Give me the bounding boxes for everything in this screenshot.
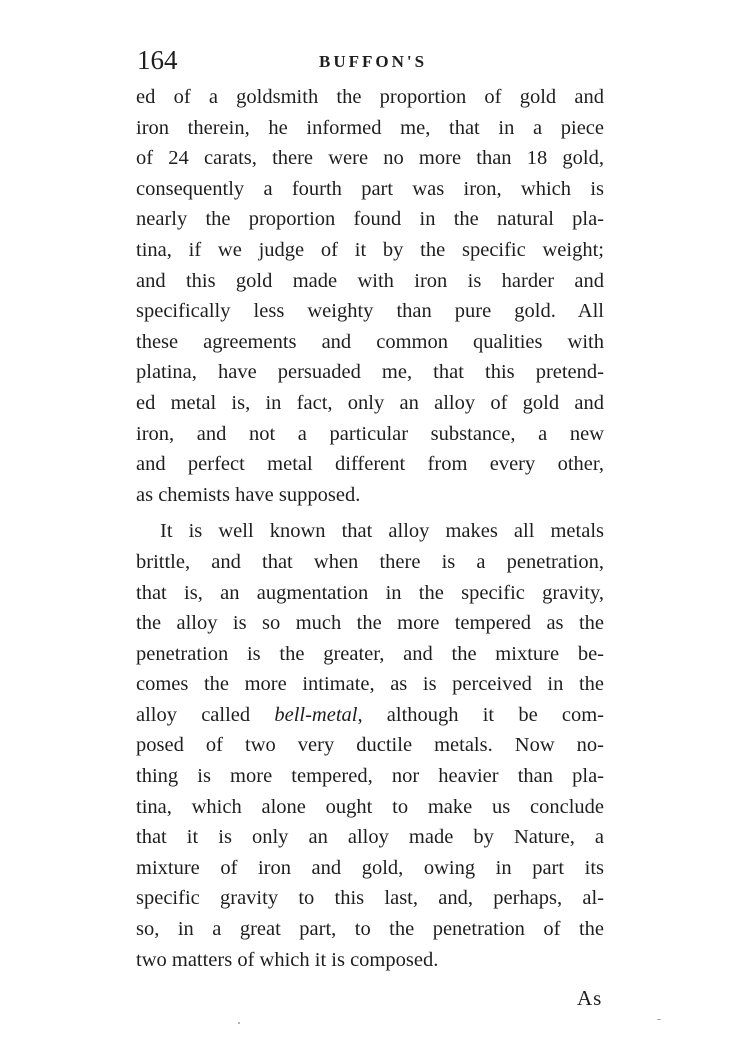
text-line: It is well known that alloy makes all metals	[160, 520, 604, 543]
text-line: thing is more tempered, nor heavier than pla-	[136, 765, 604, 788]
text-line: posed of two very ductile metals. Now no-	[136, 734, 604, 757]
text-line: tina, which alone ought to make us conclude	[136, 795, 604, 818]
text-line: and this gold made with iron is harder and	[136, 269, 604, 292]
catchword: As	[577, 986, 603, 1010]
paragraph-2	[136, 516, 604, 975]
text-line: ed metal is, in fact, only an alloy of gold and	[136, 391, 604, 414]
text-line: of 24 carats, there were no more than 18 gold,	[136, 147, 604, 170]
text-run: alloy called	[136, 703, 275, 726]
text-line: as chemists have supposed.	[136, 483, 361, 506]
text-line: ed of a goldsmith the proportion of gold and	[136, 86, 604, 108]
text-line: consequently a fourth part was iron, which is	[136, 177, 604, 200]
paper-speck	[657, 1019, 661, 1020]
page-number: 164	[137, 45, 178, 75]
text-line: specific gravity to this last, and, perhaps, al-	[136, 887, 604, 910]
text-line: specifically less weighty than pure gold. All	[136, 300, 604, 323]
text-line: and perfect metal different from every other,	[136, 453, 604, 476]
text-line: that is, an augmentation in the specific gravity,	[136, 581, 604, 604]
text-line: these agreements and common qualities with	[136, 330, 604, 353]
text-line: the alloy is so much the more tempered as the	[136, 612, 604, 635]
running-title: BUFFON'S	[319, 52, 428, 71]
text-line: comes the more intimate, as is perceived in the	[136, 673, 604, 696]
text-line: brittle, and that when there is a penetration,	[136, 550, 604, 573]
text-line: penetration is the greater, and the mixture be-	[136, 642, 604, 665]
text-run: , although it be com-	[357, 703, 604, 726]
body-text	[136, 82, 604, 975]
text-line: nearly the proportion found in the natural pla-	[136, 208, 604, 231]
text-line: platina, have persuaded me, that this pretend-	[136, 361, 604, 384]
text-line: so, in a great part, to the penetration of the	[136, 918, 604, 941]
text-line: iron therein, he informed me, that in a piece	[136, 116, 604, 139]
running-head	[137, 44, 605, 76]
paper-speck	[238, 1022, 240, 1024]
text-line: that it is only an alloy made by Nature, a	[136, 826, 604, 849]
text-line: tina, if we judge of it by the specific weight;	[136, 238, 604, 261]
text-line: iron, and not a particular substance, a new	[136, 422, 604, 445]
italic-term: bell-metal	[274, 703, 358, 726]
paragraph-1	[136, 82, 604, 510]
text-line	[136, 700, 604, 731]
text-line: two matters of which it is composed.	[136, 948, 439, 971]
text-line: mixture of iron and gold, owing in part its	[136, 856, 604, 879]
